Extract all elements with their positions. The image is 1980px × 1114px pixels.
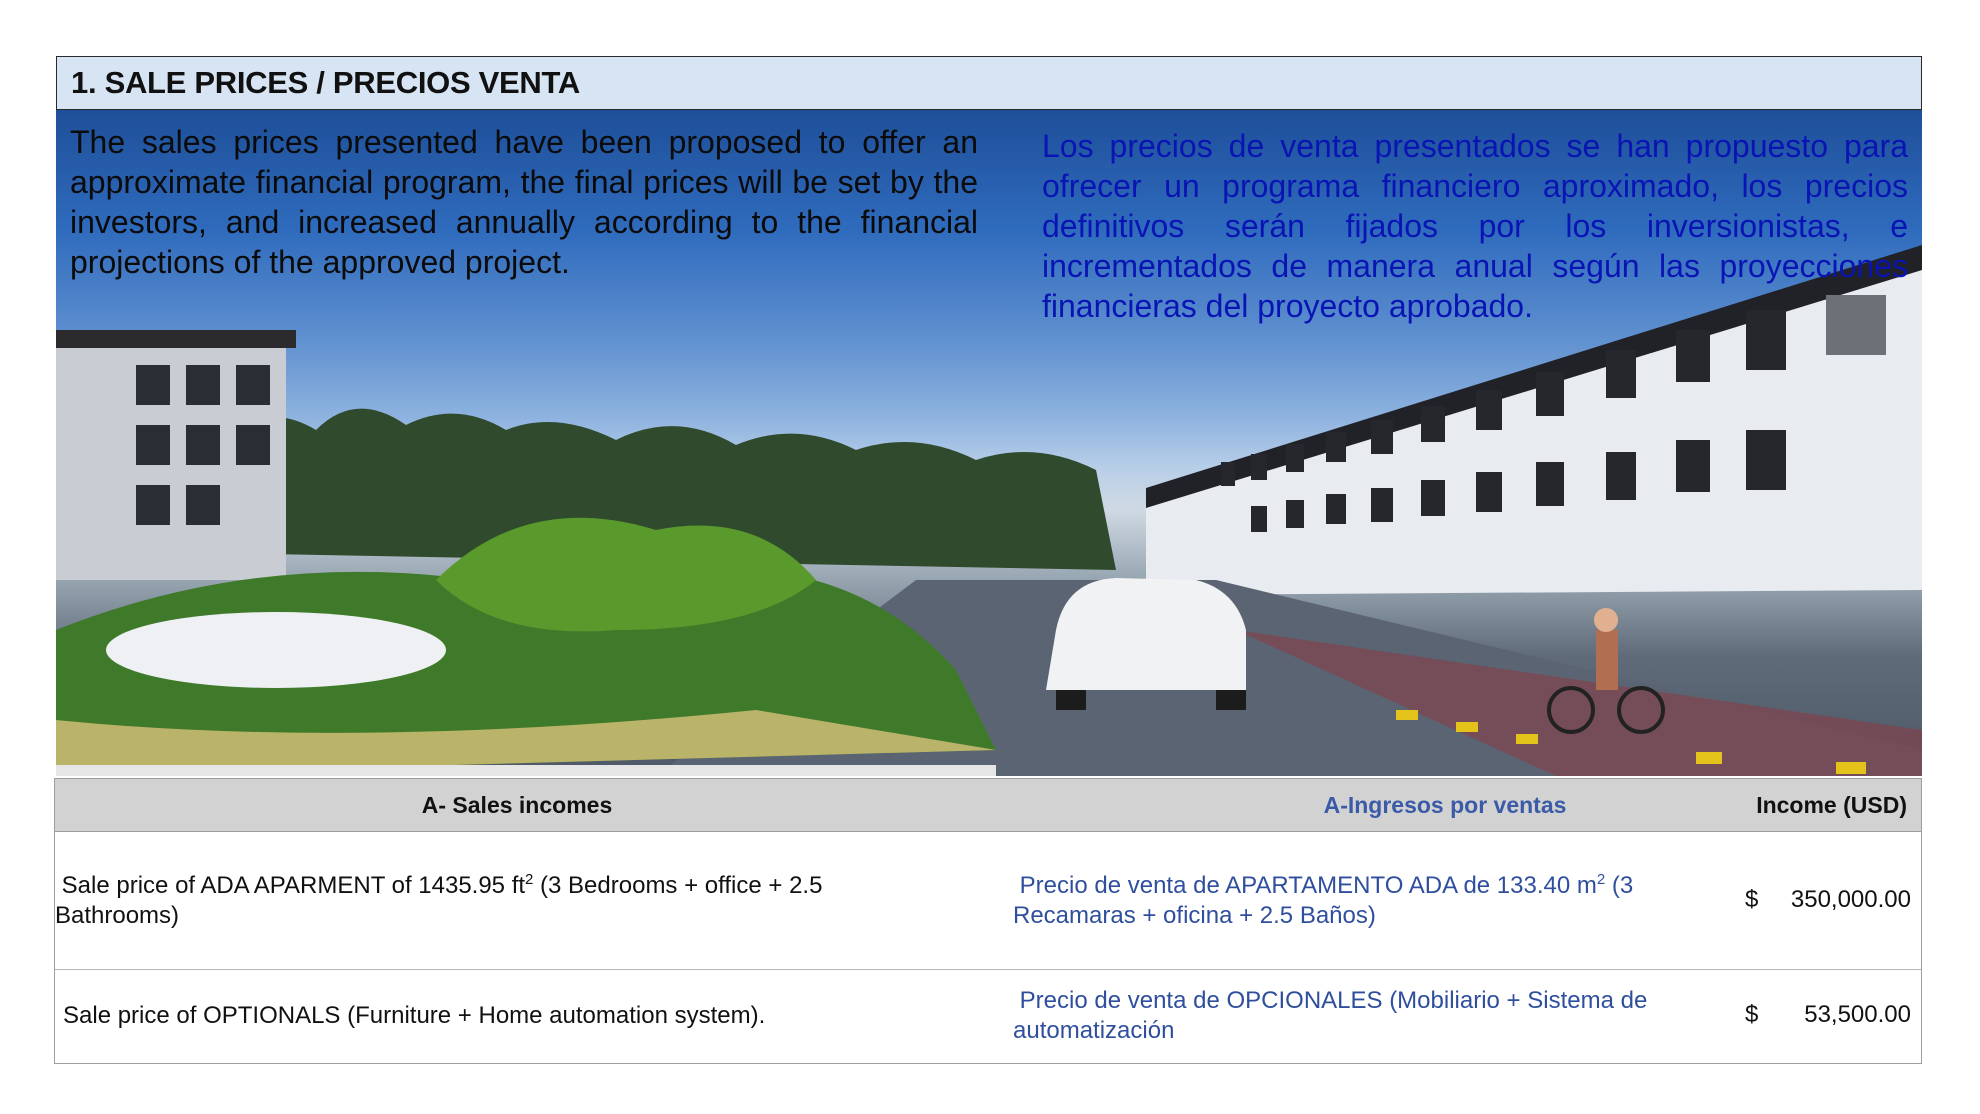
row-amount: 350,000.00 — [1790, 886, 1911, 913]
row-description-spanish: Precio de venta de OPCIONALES (Mobiliario + Sistema de automatización — [1013, 987, 1648, 1044]
row-amount: 53,500.00 — [1804, 1001, 1911, 1028]
header-income-usd: Income (USD) — [1756, 792, 1907, 818]
intro-english: The sales prices presented have been proposed to offer an approximate financial program, the final prices will be set by the investors, and increased annually according to the financial projections of the approved project. — [70, 124, 978, 280]
header-sales-incomes: A- Sales incomes — [421, 792, 613, 818]
row-description-english: Sale price of OPTIONALS (Furniture + Home automation system). — [63, 1002, 766, 1029]
row-currency: $ — [1745, 886, 1759, 913]
sales-income-table — [54, 778, 1922, 1064]
intro-spanish: Los precios de venta presentados se han propuesto para ofrecer un programa financiero aproximado, los precios definitivos serán fijados por los inversionistas, e incrementados de manera anual según las proyecciones financieras del proyecto aprobado. — [1042, 128, 1908, 324]
header-ingresos-por-ventas: A-Ingresos por ventas — [1323, 792, 1567, 818]
table-row — [55, 831, 1921, 970]
table-header-row — [55, 779, 1921, 832]
section-header — [56, 56, 1922, 110]
row-description-spanish: Precio de venta de APARTAMENTO ADA de 133.40 $m^2$ (3 Recamaras + oficina + 2.5 Baños) — [1013, 871, 1634, 929]
row-description-english: Sale price of ADA APARMENT of 1435.95 $ft^2$ (3 Bedrooms + office + 2.5 Bathrooms) — [55, 871, 823, 929]
section-title: 1. SALE PRICES / PRECIOS VENTA — [71, 65, 580, 100]
table-row — [55, 970, 1921, 1063]
row-currency: $ — [1745, 1001, 1759, 1028]
hero-rendering — [56, 110, 1922, 776]
